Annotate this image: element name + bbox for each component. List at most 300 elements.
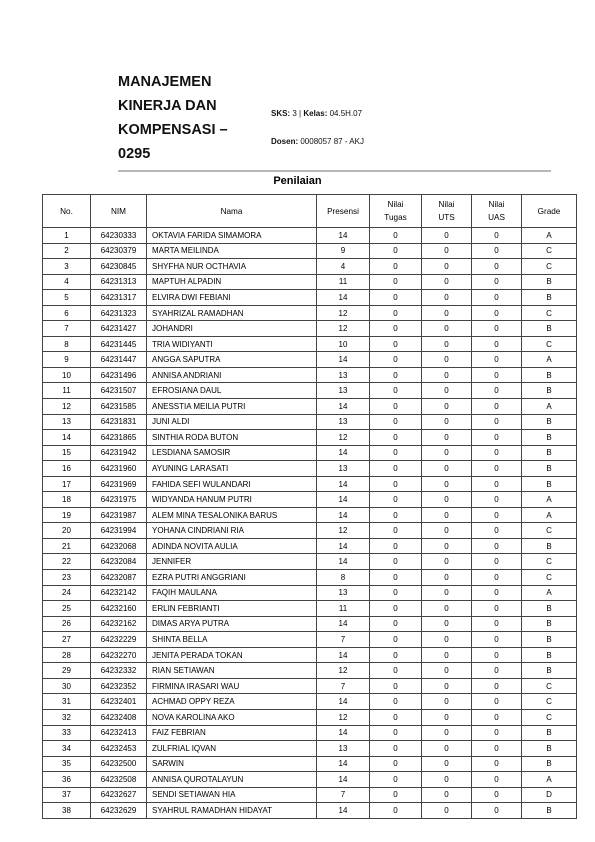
table-row — [43, 756, 577, 772]
cell-nilai-tugas: 0 — [370, 787, 422, 803]
cell-grade: C — [522, 305, 577, 321]
cell-presensi: 14 — [317, 725, 370, 741]
cell-nilai-uts: 0 — [422, 383, 472, 399]
cell-no: 29 — [43, 663, 91, 679]
cell-nim: 64232352 — [91, 678, 147, 694]
cell-nilai-uas: 0 — [472, 352, 522, 368]
table-row — [43, 554, 577, 570]
table-row — [43, 321, 577, 337]
cell-nama: YOHANA CINDRIANI RIA — [147, 523, 317, 539]
cell-nilai-uas: 0 — [472, 336, 522, 352]
cell-nilai-uts: 0 — [422, 290, 472, 306]
cell-nim: 64231445 — [91, 336, 147, 352]
table-row — [43, 243, 577, 259]
cell-nim: 64231975 — [91, 492, 147, 508]
cell-nilai-uts: 0 — [422, 445, 472, 461]
cell-nama: SINTHIA RODA BUTON — [147, 430, 317, 446]
table-row — [43, 709, 577, 725]
cell-nim: 64230379 — [91, 243, 147, 259]
cell-grade: C — [522, 570, 577, 586]
table-row — [43, 647, 577, 663]
col-header-line: Nilai — [438, 200, 455, 209]
cell-nilai-uas: 0 — [472, 663, 522, 679]
cell-nilai-tugas: 0 — [370, 367, 422, 383]
cell-grade: C — [522, 243, 577, 259]
cell-no: 13 — [43, 414, 91, 430]
col-header-nilai-uas — [472, 195, 522, 228]
col-header-line: Tugas — [384, 213, 407, 222]
table-row — [43, 507, 577, 523]
grades-table-body — [43, 228, 577, 819]
cell-nilai-uts: 0 — [422, 336, 472, 352]
cell-presensi: 11 — [317, 601, 370, 617]
cell-presensi: 14 — [317, 616, 370, 632]
cell-grade: C — [522, 259, 577, 275]
course-title-line: 0295 — [118, 146, 151, 162]
cell-nim: 64231323 — [91, 305, 147, 321]
cell-grade: B — [522, 274, 577, 290]
cell-nim: 64231317 — [91, 290, 147, 306]
cell-nilai-tugas: 0 — [370, 243, 422, 259]
cell-nama: ANNISA QUROTALAYUN — [147, 772, 317, 788]
cell-presensi: 12 — [317, 663, 370, 679]
cell-grade: B — [522, 290, 577, 306]
cell-nim: 64232087 — [91, 570, 147, 586]
cell-nama: JUNI ALDI — [147, 414, 317, 430]
cell-nilai-tugas: 0 — [370, 663, 422, 679]
cell-no: 28 — [43, 647, 91, 663]
cell-nilai-tugas: 0 — [370, 803, 422, 819]
table-row — [43, 741, 577, 757]
cell-nilai-uas: 0 — [472, 492, 522, 508]
cell-nilai-uts: 0 — [422, 492, 472, 508]
cell-nama: SHYFHA NUR OCTHAVIA — [147, 259, 317, 275]
table-row — [43, 678, 577, 694]
cell-nama: FAHIDA SEFI WULANDARI — [147, 476, 317, 492]
cell-nilai-uas: 0 — [472, 290, 522, 306]
cell-nilai-uts: 0 — [422, 243, 472, 259]
cell-presensi: 13 — [317, 461, 370, 477]
dosen-value: 0008057 87 - AKJ — [300, 137, 364, 146]
cell-presensi: 14 — [317, 647, 370, 663]
cell-grade: A — [522, 492, 577, 508]
cell-nilai-tugas: 0 — [370, 228, 422, 244]
cell-nilai-tugas: 0 — [370, 305, 422, 321]
cell-grade: B — [522, 476, 577, 492]
cell-nilai-uas: 0 — [472, 507, 522, 523]
section-title: Penilaian — [273, 175, 322, 187]
cell-nilai-uts: 0 — [422, 399, 472, 415]
table-row — [43, 616, 577, 632]
cell-presensi: 13 — [317, 383, 370, 399]
cell-nilai-uts: 0 — [422, 601, 472, 617]
cell-nilai-uas: 0 — [472, 725, 522, 741]
table-row — [43, 772, 577, 788]
table-row — [43, 383, 577, 399]
cell-no: 7 — [43, 321, 91, 337]
cell-nim: 64232270 — [91, 647, 147, 663]
cell-nim: 64231969 — [91, 476, 147, 492]
cell-nilai-tugas: 0 — [370, 383, 422, 399]
cell-nilai-tugas: 0 — [370, 554, 422, 570]
cell-nama: NOVA KAROLINA AKO — [147, 709, 317, 725]
table-row — [43, 538, 577, 554]
cell-nilai-uas: 0 — [472, 538, 522, 554]
cell-grade: C — [522, 694, 577, 710]
cell-nilai-tugas: 0 — [370, 290, 422, 306]
cell-nilai-uts: 0 — [422, 678, 472, 694]
cell-nama: ACHMAD OPPY REZA — [147, 694, 317, 710]
cell-nilai-uts: 0 — [422, 274, 472, 290]
cell-nama: SYAHRIZAL RAMADHAN — [147, 305, 317, 321]
cell-grade: D — [522, 787, 577, 803]
cell-nama: ELVIRA DWI FEBIANI — [147, 290, 317, 306]
table-row — [43, 461, 577, 477]
cell-nim: 64231507 — [91, 383, 147, 399]
cell-no: 4 — [43, 274, 91, 290]
cell-nilai-uas: 0 — [472, 274, 522, 290]
col-header-nama: Nama — [147, 195, 317, 228]
cell-grade: B — [522, 538, 577, 554]
cell-nama: AYUNING LARASATI — [147, 461, 317, 477]
cell-grade: B — [522, 647, 577, 663]
cell-no: 38 — [43, 803, 91, 819]
cell-nama: ANESSTIA MEILIA PUTRI — [147, 399, 317, 415]
cell-nilai-tugas: 0 — [370, 741, 422, 757]
cell-nilai-uts: 0 — [422, 756, 472, 772]
cell-grade: B — [522, 632, 577, 648]
cell-no: 5 — [43, 290, 91, 306]
cell-no: 9 — [43, 352, 91, 368]
cell-nim: 64231987 — [91, 507, 147, 523]
cell-no: 11 — [43, 383, 91, 399]
cell-nim: 64232068 — [91, 538, 147, 554]
cell-nilai-tugas: 0 — [370, 476, 422, 492]
cell-presensi: 14 — [317, 476, 370, 492]
table-row — [43, 259, 577, 275]
table-row — [43, 414, 577, 430]
cell-grade: A — [522, 507, 577, 523]
cell-presensi: 14 — [317, 445, 370, 461]
cell-grade: C — [522, 678, 577, 694]
cell-grade: B — [522, 461, 577, 477]
col-header-nilai-tugas — [370, 195, 422, 228]
cell-nilai-tugas: 0 — [370, 616, 422, 632]
cell-nilai-uas: 0 — [472, 445, 522, 461]
table-row — [43, 430, 577, 446]
cell-nim: 64231447 — [91, 352, 147, 368]
table-row — [43, 585, 577, 601]
table-row — [43, 523, 577, 539]
table-row — [43, 694, 577, 710]
cell-nilai-tugas: 0 — [370, 678, 422, 694]
course-meta-dosen — [271, 137, 364, 146]
col-header-presensi: Presensi — [317, 195, 370, 228]
course-title-line: KOMPENSASI – — [118, 122, 228, 138]
cell-grade: B — [522, 756, 577, 772]
cell-no: 1 — [43, 228, 91, 244]
cell-nilai-uts: 0 — [422, 787, 472, 803]
cell-nim: 64232453 — [91, 741, 147, 757]
cell-grade: B — [522, 663, 577, 679]
cell-nim: 64231865 — [91, 430, 147, 446]
cell-nama: WIDYANDA HANUM PUTRI — [147, 492, 317, 508]
cell-no: 8 — [43, 336, 91, 352]
cell-presensi: 14 — [317, 492, 370, 508]
cell-nilai-uas: 0 — [472, 305, 522, 321]
cell-nilai-uts: 0 — [422, 367, 472, 383]
table-row — [43, 663, 577, 679]
cell-nilai-uas: 0 — [472, 678, 522, 694]
cell-nilai-uas: 0 — [472, 709, 522, 725]
cell-nama: RIAN SETIAWAN — [147, 663, 317, 679]
cell-nim: 64232500 — [91, 756, 147, 772]
cell-no: 2 — [43, 243, 91, 259]
col-header-no: No. — [43, 195, 91, 228]
cell-grade: A — [522, 399, 577, 415]
cell-nim: 64232401 — [91, 694, 147, 710]
cell-nim: 64231831 — [91, 414, 147, 430]
cell-nim: 64232229 — [91, 632, 147, 648]
cell-nilai-tugas: 0 — [370, 352, 422, 368]
cell-no: 24 — [43, 585, 91, 601]
meta-separator: | — [299, 109, 302, 118]
cell-nilai-uas: 0 — [472, 601, 522, 617]
cell-nilai-uts: 0 — [422, 694, 472, 710]
cell-nilai-uts: 0 — [422, 507, 472, 523]
cell-grade: B — [522, 601, 577, 617]
cell-nilai-uas: 0 — [472, 741, 522, 757]
cell-grade: A — [522, 228, 577, 244]
cell-nilai-uts: 0 — [422, 772, 472, 788]
cell-presensi: 12 — [317, 430, 370, 446]
cell-presensi: 7 — [317, 787, 370, 803]
cell-grade: C — [522, 709, 577, 725]
dosen-label: Dosen: — [271, 137, 299, 146]
cell-nilai-uas: 0 — [472, 694, 522, 710]
cell-presensi: 14 — [317, 538, 370, 554]
cell-nilai-uts: 0 — [422, 228, 472, 244]
cell-presensi: 7 — [317, 678, 370, 694]
cell-nilai-uas: 0 — [472, 632, 522, 648]
cell-presensi: 12 — [317, 709, 370, 725]
cell-nilai-uas: 0 — [472, 616, 522, 632]
cell-presensi: 12 — [317, 321, 370, 337]
col-header-grade: Grade — [522, 195, 577, 228]
cell-nilai-uts: 0 — [422, 709, 472, 725]
header-divider — [118, 170, 551, 172]
table-row — [43, 787, 577, 803]
cell-nama: EFROSIANA DAUL — [147, 383, 317, 399]
cell-nilai-tugas: 0 — [370, 461, 422, 477]
table-row — [43, 352, 577, 368]
cell-nilai-uas: 0 — [472, 321, 522, 337]
cell-no: 3 — [43, 259, 91, 275]
cell-nilai-uas: 0 — [472, 243, 522, 259]
cell-no: 22 — [43, 554, 91, 570]
cell-no: 21 — [43, 538, 91, 554]
cell-nama: LESDIANA SAMOSIR — [147, 445, 317, 461]
cell-nim: 64232413 — [91, 725, 147, 741]
cell-grade: B — [522, 803, 577, 819]
cell-nama: JENNIFER — [147, 554, 317, 570]
cell-no: 17 — [43, 476, 91, 492]
course-title-line: KINERJA DAN — [118, 98, 217, 114]
cell-grade: B — [522, 445, 577, 461]
cell-nama: EZRA PUTRI ANGGRIANI — [147, 570, 317, 586]
table-row — [43, 632, 577, 648]
table-row — [43, 725, 577, 741]
cell-presensi: 14 — [317, 399, 370, 415]
cell-nama: SHINTA BELLA — [147, 632, 317, 648]
cell-no: 35 — [43, 756, 91, 772]
cell-nilai-tugas: 0 — [370, 538, 422, 554]
table-row — [43, 601, 577, 617]
cell-nilai-uas: 0 — [472, 383, 522, 399]
cell-no: 20 — [43, 523, 91, 539]
table-row — [43, 803, 577, 819]
cell-nama: ALEM MINA TESALONIKA BARUS — [147, 507, 317, 523]
cell-no: 19 — [43, 507, 91, 523]
kelas-value: 04.5H.07 — [329, 109, 363, 118]
cell-presensi: 10 — [317, 336, 370, 352]
cell-nilai-tugas: 0 — [370, 725, 422, 741]
cell-nama: ERLIN FEBRIANTI — [147, 601, 317, 617]
cell-presensi: 14 — [317, 554, 370, 570]
cell-nilai-tugas: 0 — [370, 523, 422, 539]
cell-nilai-tugas: 0 — [370, 570, 422, 586]
cell-presensi: 14 — [317, 228, 370, 244]
cell-grade: A — [522, 772, 577, 788]
cell-nilai-uas: 0 — [472, 399, 522, 415]
cell-presensi: 11 — [317, 274, 370, 290]
kelas-label: Kelas: — [303, 109, 328, 118]
cell-presensi: 13 — [317, 741, 370, 757]
cell-nilai-uas: 0 — [472, 414, 522, 430]
cell-nilai-uts: 0 — [422, 305, 472, 321]
cell-nim: 64232627 — [91, 787, 147, 803]
cell-nim: 64232142 — [91, 585, 147, 601]
cell-nilai-uas: 0 — [472, 647, 522, 663]
col-header-line: UTS — [438, 213, 455, 222]
cell-nilai-tugas: 0 — [370, 632, 422, 648]
cell-presensi: 12 — [317, 305, 370, 321]
cell-nilai-tugas: 0 — [370, 694, 422, 710]
cell-presensi: 14 — [317, 694, 370, 710]
cell-nim: 64232508 — [91, 772, 147, 788]
cell-nilai-tugas: 0 — [370, 585, 422, 601]
cell-no: 10 — [43, 367, 91, 383]
table-row — [43, 570, 577, 586]
cell-nama: FIRMINA IRASARI WAU — [147, 678, 317, 694]
cell-nilai-uas: 0 — [472, 787, 522, 803]
cell-nilai-uas: 0 — [472, 772, 522, 788]
cell-nama: MAPTUH ALPADIN — [147, 274, 317, 290]
cell-no: 30 — [43, 678, 91, 694]
cell-nama: DIMAS ARYA PUTRA — [147, 616, 317, 632]
cell-nilai-uts: 0 — [422, 523, 472, 539]
cell-nilai-uas: 0 — [472, 523, 522, 539]
cell-presensi: 14 — [317, 352, 370, 368]
cell-nilai-uas: 0 — [472, 259, 522, 275]
table-row — [43, 274, 577, 290]
cell-grade: B — [522, 383, 577, 399]
cell-nilai-uts: 0 — [422, 632, 472, 648]
cell-nilai-uts: 0 — [422, 430, 472, 446]
cell-nilai-tugas: 0 — [370, 399, 422, 415]
cell-nilai-tugas: 0 — [370, 492, 422, 508]
cell-grade: A — [522, 352, 577, 368]
cell-nama: JOHANDRI — [147, 321, 317, 337]
cell-nilai-tugas: 0 — [370, 414, 422, 430]
cell-no: 18 — [43, 492, 91, 508]
cell-nim: 64232332 — [91, 663, 147, 679]
cell-presensi: 13 — [317, 585, 370, 601]
cell-nim: 64232162 — [91, 616, 147, 632]
cell-grade: C — [522, 336, 577, 352]
cell-no: 32 — [43, 709, 91, 725]
cell-nim: 64231942 — [91, 445, 147, 461]
cell-nama: OKTAVIA FARIDA SIMAMORA — [147, 228, 317, 244]
cell-nilai-uts: 0 — [422, 616, 472, 632]
cell-nama: SYAHRUL RAMADHAN HIDAYAT — [147, 803, 317, 819]
cell-nama: ZULFRIAL IQVAN — [147, 741, 317, 757]
cell-grade: B — [522, 741, 577, 757]
cell-nilai-tugas: 0 — [370, 321, 422, 337]
cell-presensi: 14 — [317, 803, 370, 819]
cell-no: 15 — [43, 445, 91, 461]
cell-nilai-tugas: 0 — [370, 445, 422, 461]
cell-nilai-tugas: 0 — [370, 709, 422, 725]
cell-nilai-uts: 0 — [422, 585, 472, 601]
cell-nim: 64230333 — [91, 228, 147, 244]
cell-nilai-uts: 0 — [422, 476, 472, 492]
col-header-line: UAS — [488, 213, 505, 222]
cell-grade: B — [522, 725, 577, 741]
cell-nilai-uts: 0 — [422, 803, 472, 819]
cell-nilai-tugas: 0 — [370, 336, 422, 352]
table-row — [43, 228, 577, 244]
col-header-line: Nilai — [387, 200, 404, 209]
table-row — [43, 492, 577, 508]
cell-nilai-uas: 0 — [472, 585, 522, 601]
cell-nilai-uas: 0 — [472, 430, 522, 446]
cell-nilai-uas: 0 — [472, 367, 522, 383]
cell-nilai-uts: 0 — [422, 647, 472, 663]
cell-grade: C — [522, 554, 577, 570]
cell-nilai-tugas: 0 — [370, 430, 422, 446]
cell-nim: 64232629 — [91, 803, 147, 819]
sks-value: 3 — [292, 109, 297, 118]
cell-nama: MARTA MEILINDA — [147, 243, 317, 259]
course-meta-sks-kelas — [271, 109, 362, 118]
cell-nilai-uas: 0 — [472, 570, 522, 586]
col-header-nilai-uts — [422, 195, 472, 228]
cell-nama: FAQIH MAULANA — [147, 585, 317, 601]
cell-nilai-uts: 0 — [422, 259, 472, 275]
grades-table — [42, 194, 577, 819]
cell-nilai-tugas: 0 — [370, 647, 422, 663]
table-row — [43, 290, 577, 306]
cell-presensi: 14 — [317, 507, 370, 523]
cell-presensi: 9 — [317, 243, 370, 259]
table-header-row — [43, 195, 577, 228]
cell-nim: 64231960 — [91, 461, 147, 477]
cell-nilai-uts: 0 — [422, 741, 472, 757]
cell-nama: JENITA PERADA TOKAN — [147, 647, 317, 663]
cell-grade: C — [522, 523, 577, 539]
cell-nilai-uts: 0 — [422, 461, 472, 477]
